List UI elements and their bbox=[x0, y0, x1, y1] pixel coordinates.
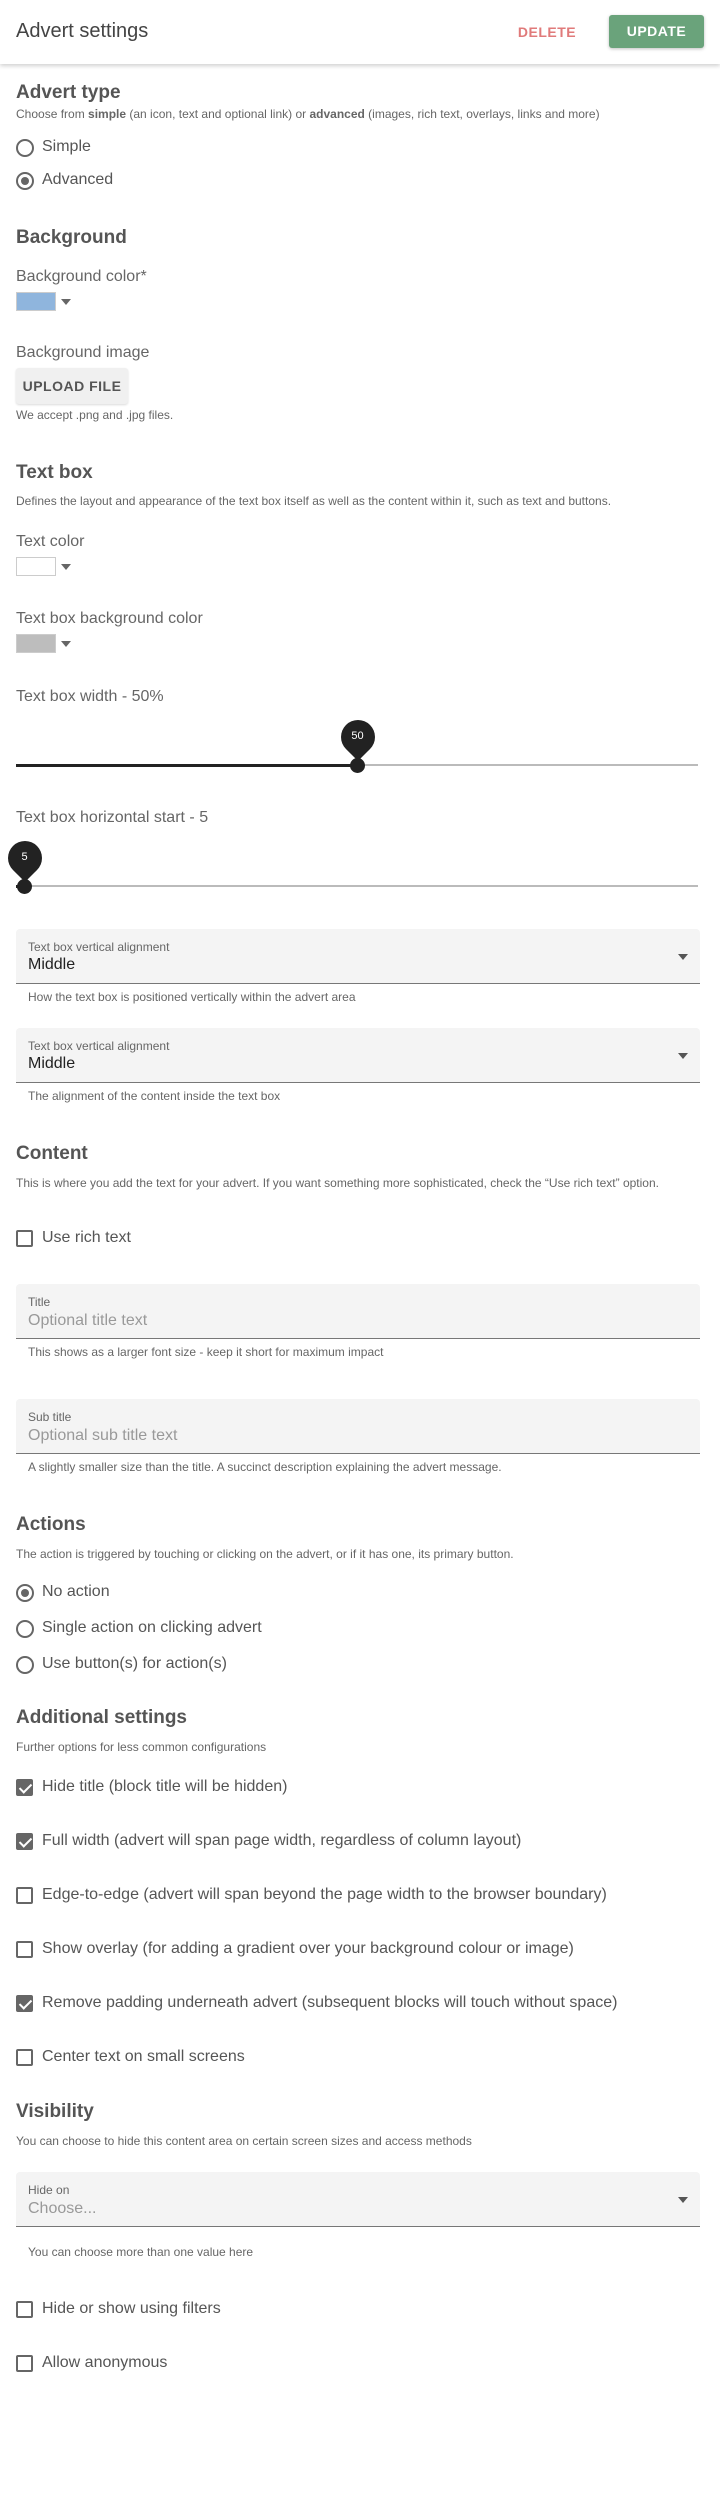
text-box-bg-color-swatch[interactable] bbox=[16, 634, 56, 653]
text-box-desc: Defines the layout and appearance of the text box itself as well as the content within it, such as text and buttons. bbox=[16, 494, 612, 508]
slider-value-text: 5 bbox=[21, 851, 28, 863]
chevron-down-icon[interactable] bbox=[61, 564, 71, 570]
remove-padding-checkbox[interactable] bbox=[16, 1995, 33, 2012]
use-rich-text-label: Use rich text bbox=[42, 1229, 131, 1246]
radio-advanced[interactable] bbox=[16, 172, 34, 190]
advert-type-desc-post: (images, rich text, overlays, links and more) bbox=[364, 107, 600, 121]
allow-anonymous-checkbox[interactable] bbox=[16, 2355, 33, 2372]
hide-title-checkbox[interactable] bbox=[16, 1779, 33, 1796]
select-label: Text box vertical alignment bbox=[28, 940, 170, 954]
select-value: Middle bbox=[28, 1055, 76, 1072]
subtitle-field-placeholder[interactable]: Optional sub title text bbox=[28, 1427, 178, 1444]
hide-on-label: Hide on bbox=[28, 2183, 70, 2197]
title-field[interactable] bbox=[16, 1284, 700, 1339]
edge-to-edge-label: Edge-to-edge (advert will span beyond the page width to the browser boundary) bbox=[42, 1886, 607, 1903]
hide-title-label: Hide title (block title will be hidden) bbox=[42, 1778, 288, 1795]
content-alignment-select[interactable] bbox=[16, 1028, 700, 1083]
upload-file-button[interactable]: UPLOAD FILE bbox=[16, 368, 128, 404]
radio-single-action[interactable] bbox=[16, 1620, 34, 1638]
edge-to-edge-checkbox[interactable] bbox=[16, 1887, 33, 1904]
title-field-placeholder[interactable]: Optional title text bbox=[28, 1312, 148, 1329]
vertical-alignment-helper: How the text box is positioned vertically within the advert area bbox=[28, 990, 356, 1004]
text-box-hstart-label: Text box horizontal start - 5 bbox=[16, 809, 209, 826]
title-field-helper: This shows as a larger font size - keep it short for maximum impact bbox=[28, 1345, 384, 1359]
title-field-label: Title bbox=[28, 1295, 51, 1309]
content-title: Content bbox=[16, 1143, 88, 1164]
advert-type-desc-advanced: advanced bbox=[309, 107, 365, 121]
additional-settings-desc: Further options for less common configurations bbox=[16, 1740, 267, 1754]
actions-desc: The action is triggered by touching or clicking on the advert, or if it has one, its primary button. bbox=[16, 1547, 514, 1561]
filters-label: Hide or show using filters bbox=[42, 2300, 221, 2317]
text-box-title: Text box bbox=[16, 462, 93, 483]
chevron-down-icon[interactable] bbox=[61, 299, 71, 305]
page-title: Advert settings bbox=[16, 20, 149, 42]
visibility-title: Visibility bbox=[16, 2101, 94, 2122]
radio-no-action[interactable] bbox=[16, 1584, 34, 1602]
radio-use-buttons[interactable] bbox=[16, 1656, 34, 1674]
radio-single-action-label: Single action on clicking advert bbox=[42, 1619, 262, 1636]
actions-title: Actions bbox=[16, 1514, 86, 1535]
subtitle-field-label: Sub title bbox=[28, 1410, 72, 1424]
center-text-label: Center text on small screens bbox=[42, 2048, 245, 2065]
advert-type-desc-simple: simple bbox=[88, 107, 127, 121]
slider-fill bbox=[16, 764, 358, 767]
chevron-down-icon[interactable] bbox=[678, 2197, 688, 2203]
filters-checkbox[interactable] bbox=[16, 2301, 33, 2318]
background-title: Background bbox=[16, 227, 127, 248]
background-color-label: Background color* bbox=[16, 268, 147, 285]
subtitle-field[interactable] bbox=[16, 1399, 700, 1454]
radio-simple-label: Simple bbox=[42, 138, 91, 155]
chevron-down-icon[interactable] bbox=[61, 641, 71, 647]
full-width-checkbox[interactable] bbox=[16, 1833, 33, 1850]
slider-value-text: 50 bbox=[351, 730, 364, 742]
text-box-width-slider[interactable] bbox=[16, 720, 698, 780]
show-overlay-checkbox[interactable] bbox=[16, 1941, 33, 1958]
radio-simple[interactable] bbox=[16, 139, 34, 157]
remove-padding-label: Remove padding underneath advert (subsequent blocks will touch without space) bbox=[42, 1994, 618, 2011]
text-color-swatch[interactable] bbox=[16, 557, 56, 576]
show-overlay-label: Show overlay (for adding a gradient over your background colour or image) bbox=[42, 1940, 574, 1957]
visibility-desc: You can choose to hide this content area on certain screen sizes and access methods bbox=[16, 2134, 472, 2148]
additional-settings-title: Additional settings bbox=[16, 1707, 187, 1728]
center-text-checkbox[interactable] bbox=[16, 2049, 33, 2066]
radio-use-buttons-label: Use button(s) for action(s) bbox=[42, 1655, 227, 1672]
allow-anonymous-label: Allow anonymous bbox=[42, 2354, 168, 2371]
hide-on-helper: You can choose more than one value here bbox=[28, 2245, 254, 2259]
text-box-vertical-alignment-select[interactable] bbox=[16, 929, 700, 984]
select-label: Text box vertical alignment bbox=[28, 1039, 170, 1053]
background-color-swatch[interactable] bbox=[16, 292, 56, 311]
app-header bbox=[0, 0, 720, 64]
advert-type-desc bbox=[16, 107, 600, 121]
delete-button[interactable]: DELETE bbox=[517, 24, 577, 40]
full-width-label: Full width (advert will span page width, regardless of column layout) bbox=[42, 1832, 522, 1849]
content-desc: This is where you add the text for your advert. If you want something more sophisticated, check the “Use rich text” option. bbox=[16, 1176, 659, 1190]
chevron-down-icon[interactable] bbox=[678, 954, 688, 960]
background-image-label: Background image bbox=[16, 344, 150, 361]
hide-on-select[interactable] bbox=[16, 2172, 700, 2227]
update-button[interactable]: UPDATE bbox=[609, 15, 704, 48]
text-box-hstart-slider[interactable] bbox=[16, 841, 698, 901]
hide-on-placeholder: Choose... bbox=[28, 2200, 97, 2217]
use-rich-text-checkbox[interactable] bbox=[16, 1230, 33, 1247]
slider-track bbox=[16, 885, 698, 887]
text-color-label: Text color bbox=[16, 533, 85, 550]
text-box-width-label: Text box width - 50% bbox=[16, 688, 164, 705]
advert-type-title: Advert type bbox=[16, 82, 121, 103]
advert-type-desc-mid: (an icon, text and optional link) or bbox=[126, 107, 310, 121]
advert-type-desc-pre: Choose from bbox=[16, 107, 89, 121]
chevron-down-icon[interactable] bbox=[678, 1053, 688, 1059]
radio-advanced-label: Advanced bbox=[42, 171, 114, 188]
subtitle-field-helper: A slightly smaller size than the title. A succinct description explaining the advert message. bbox=[28, 1460, 502, 1474]
accept-note: We accept .png and .jpg files. bbox=[16, 408, 174, 422]
text-box-bg-color-label: Text box background color bbox=[16, 610, 203, 627]
content-alignment-helper: The alignment of the content inside the text box bbox=[28, 1089, 281, 1103]
radio-no-action-label: No action bbox=[42, 1583, 110, 1600]
select-value: Middle bbox=[28, 956, 76, 973]
